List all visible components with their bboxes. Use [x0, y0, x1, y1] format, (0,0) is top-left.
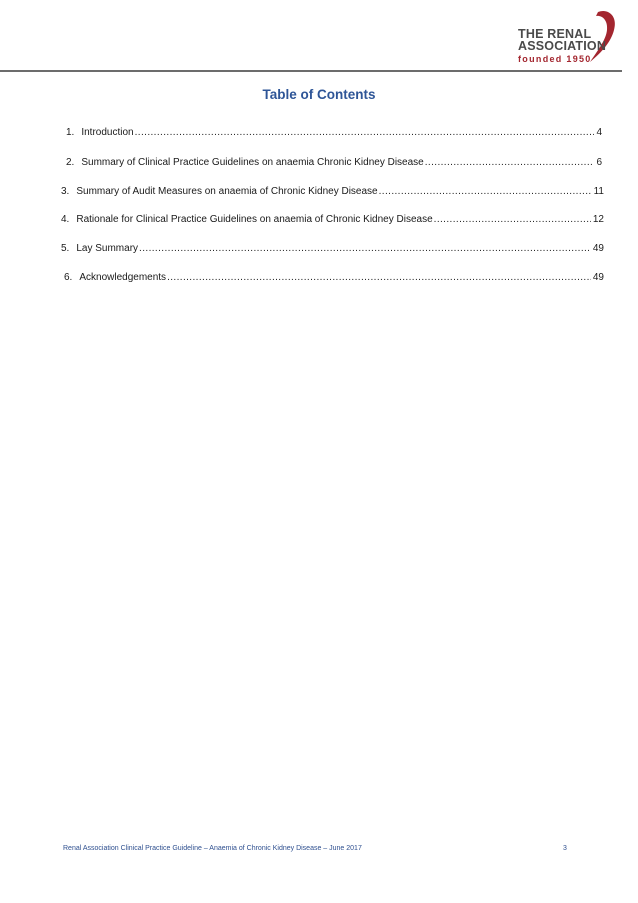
renal-association-logo — [510, 6, 620, 68]
header-divider — [0, 70, 622, 72]
toc-entry-audit-measures[interactable] — [61, 186, 604, 197]
toc-leader-dots — [434, 214, 591, 225]
toc-leader-dots — [425, 157, 595, 168]
toc-entry-label: Introduction — [81, 127, 134, 138]
toc-leader-dots — [135, 127, 595, 138]
toc-entry-acknowledgements[interactable] — [64, 272, 604, 283]
toc-leader-dots — [167, 272, 591, 283]
toc-leader-dots — [379, 186, 592, 197]
toc-entry-number: 4. — [61, 214, 70, 225]
toc-entry-number: 3. — [61, 186, 70, 197]
toc-entry-lay-summary[interactable] — [61, 243, 604, 254]
toc-entry-number: 2. — [66, 157, 75, 168]
toc-entry-label: Lay Summary — [76, 243, 139, 254]
logo-line-2: ASSOCIATION — [518, 39, 607, 53]
toc-entry-label: Summary of Audit Measures on anaemia of Chronic Kidney Disease — [76, 186, 378, 197]
logo-line-3: founded 1950 — [518, 54, 592, 64]
toc-entry-page: 4 — [596, 127, 602, 138]
toc-entry-number: 6. — [64, 272, 73, 283]
toc-entry-page: 6 — [596, 157, 602, 168]
logo-line-1: THE RENAL — [518, 27, 592, 41]
toc-entry-label: Acknowledgements — [79, 272, 167, 283]
toc-entry-page: 49 — [592, 243, 604, 254]
toc-entry-rationale[interactable] — [61, 214, 604, 225]
toc-entry-page: 49 — [592, 272, 604, 283]
toc-entry-number: 1. — [66, 127, 75, 138]
toc-leader-dots — [139, 243, 591, 254]
toc-entry-page: 12 — [592, 214, 604, 225]
toc-entry-introduction[interactable] — [66, 127, 602, 138]
footer-text: Renal Association Clinical Practice Guideline – Anaemia of Chronic Kidney Disease – June 2017 — [63, 845, 362, 852]
toc-title: Table of Contents — [262, 87, 376, 102]
footer-page-number: 3 — [563, 845, 567, 852]
toc-entry-summary-guidelines[interactable] — [66, 157, 602, 168]
toc-entry-label: Rationale for Clinical Practice Guidelines on anaemia of Chronic Kidney Disease — [76, 214, 433, 225]
toc-entry-label: Summary of Clinical Practice Guidelines on anaemia Chronic Kidney Disease — [81, 157, 424, 168]
toc-entry-page: 11 — [593, 186, 604, 197]
toc-entry-number: 5. — [61, 243, 70, 254]
